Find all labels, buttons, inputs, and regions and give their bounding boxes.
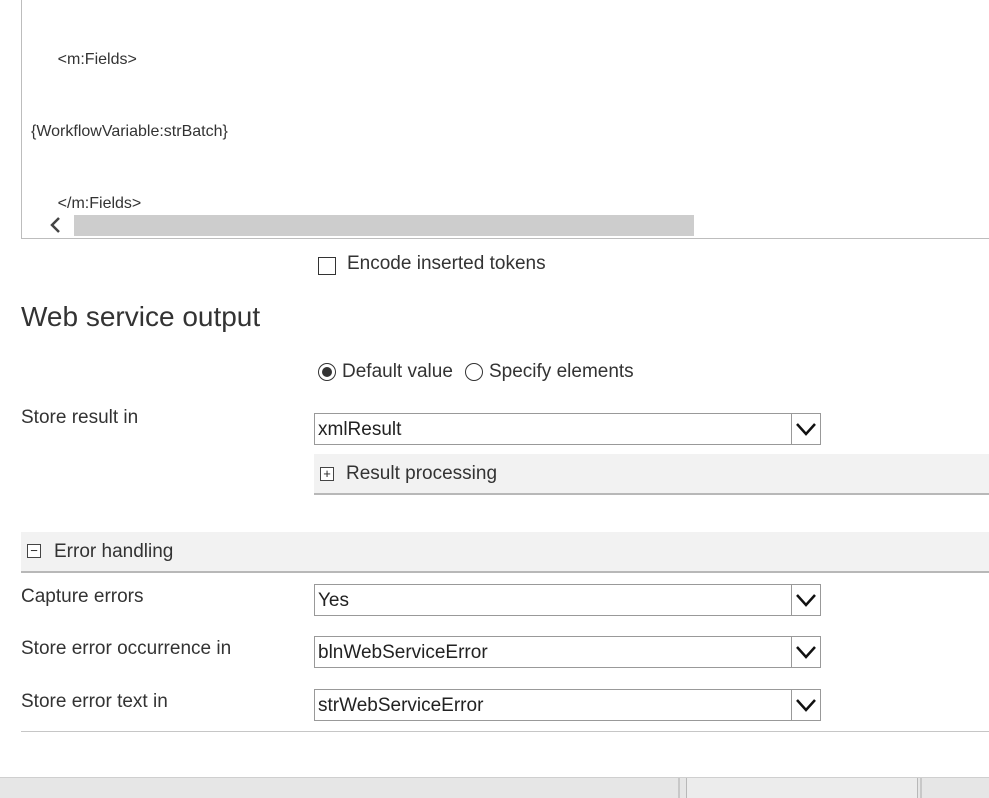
code-text	[31, 0, 307, 239]
error-handling-title: Error handling	[54, 541, 174, 562]
code-line: </m:Fields>	[31, 195, 142, 212]
error-text-select[interactable]	[314, 689, 821, 721]
footer-separator	[920, 778, 922, 798]
store-result-select[interactable]	[314, 413, 821, 445]
error-handling-panel[interactable]	[21, 532, 989, 573]
horizontal-scrollbar[interactable]	[22, 212, 989, 238]
footer-button-group[interactable]	[686, 778, 918, 798]
radio-default-label: Default value	[342, 361, 453, 382]
chevron-down-icon[interactable]	[791, 414, 820, 444]
capture-errors-label: Capture errors	[21, 586, 144, 607]
error-text-label: Store error text in	[21, 691, 168, 712]
radio-specify-elements[interactable]	[465, 363, 483, 381]
footer-bar	[0, 777, 989, 798]
chevron-down-icon[interactable]	[791, 690, 820, 720]
code-line: {WorkflowVariable:strBatch}	[31, 123, 228, 140]
chevron-down-icon[interactable]	[791, 585, 820, 615]
capture-errors-select[interactable]	[314, 584, 821, 616]
divider	[21, 731, 989, 732]
encode-tokens-label: Encode inserted tokens	[347, 253, 546, 274]
plus-box-icon[interactable]: +	[320, 467, 334, 481]
code-editor[interactable]	[21, 0, 989, 239]
error-text-value: strWebServiceError	[318, 695, 484, 716]
chevron-left-icon[interactable]	[46, 215, 66, 235]
minus-box-icon[interactable]: −	[27, 544, 41, 558]
error-occurrence-select[interactable]	[314, 636, 821, 668]
encode-tokens-checkbox[interactable]	[318, 257, 336, 275]
result-processing-panel[interactable]	[314, 454, 989, 495]
store-result-value: xmlResult	[318, 419, 402, 440]
error-occurrence-value: blnWebServiceError	[318, 642, 488, 663]
error-occurrence-label: Store error occurrence in	[21, 638, 232, 659]
capture-errors-value: Yes	[318, 590, 349, 611]
section-title-web-service-output: Web service output	[21, 301, 261, 332]
chevron-down-icon[interactable]	[791, 637, 820, 667]
radio-specify-label: Specify elements	[489, 361, 634, 382]
result-processing-label: Result processing	[346, 463, 498, 484]
footer-separator	[678, 778, 680, 798]
scrollbar-thumb[interactable]	[74, 215, 694, 236]
store-result-label: Store result in	[21, 407, 139, 428]
code-line: <m:Fields>	[31, 51, 137, 68]
radio-default-value[interactable]	[318, 363, 336, 381]
